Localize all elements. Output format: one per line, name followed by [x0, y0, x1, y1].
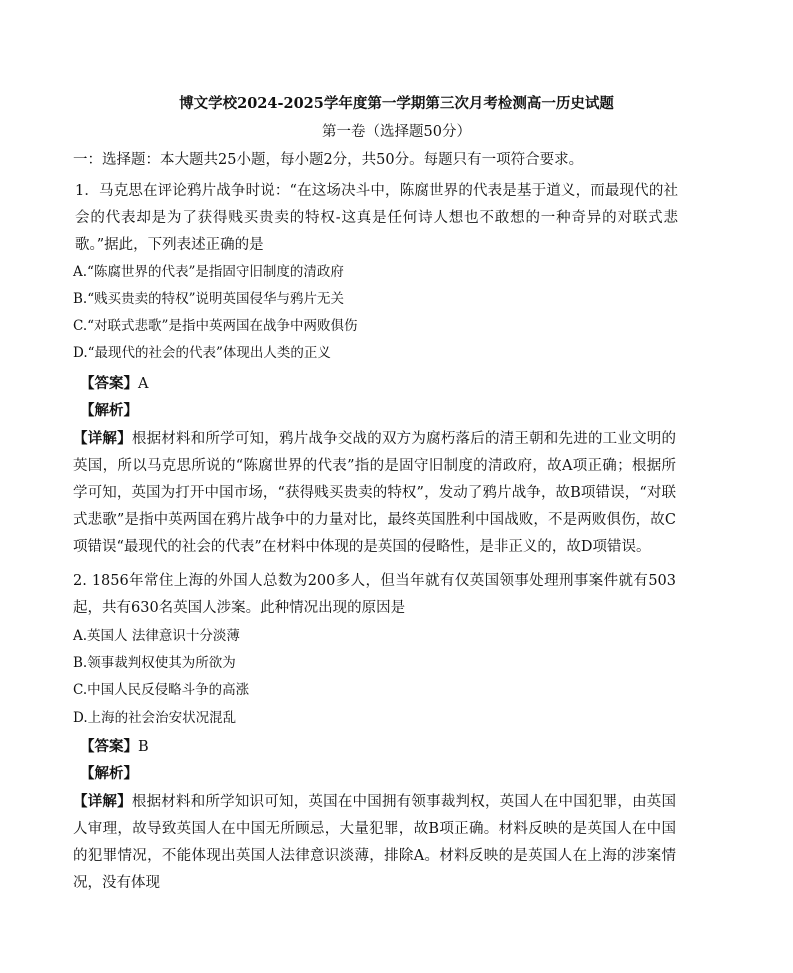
question-2-answer	[80, 737, 149, 757]
question-1-option-a: A.“陈腐世界的代表”是指固守旧制度的清政府	[73, 264, 344, 280]
answer-value: A	[138, 376, 149, 392]
question-2-stem: 2. 1856年常住上海的外国人总数为200多人，但当年就有仅英国领事处理刑事案件就有503起，共有630名英国人涉案。此种情况出现的原因是	[73, 573, 676, 616]
question-1-option-b: B.“贱买贵卖的特权”说明英国侵华与鸦片无关	[73, 291, 345, 307]
instructions: 一：选择题：本大题共25小题，每小题2分，共50分。每题只有一项符合要求。	[73, 152, 584, 168]
answer-label: 【答案】	[80, 375, 138, 392]
detail-text: 根据材料和所学知识可知，英国在中国拥有领事裁判权，英国人在中国犯罪，由英国人审理，故导致英国人在中国无所顾忌，大量犯罪，故B项正确。材料反映的是英国人在中国的犯罪情况，不能体现出英国人法律意识淡薄，排除A。材料反映的是英国人在上海的涉案情况，没有体现	[73, 794, 677, 891]
section-subtitle: 第一卷（选择题50分）	[322, 124, 471, 140]
question-2-option-a: A.英国人 法律意识十分淡薄	[73, 628, 240, 644]
question-2-option-c: C.中国人民反侵略斗争的高涨	[73, 682, 250, 698]
question-1-option-d: D.“最现代的社会的代表”体现出人类的正义	[73, 345, 331, 361]
question-1-answer	[80, 374, 148, 394]
question-2-detail	[73, 788, 676, 897]
question-2-option-b: B.领事裁判权使其为所欲为	[73, 655, 236, 671]
question-1-detail	[73, 425, 676, 561]
answer-label: 【答案】	[80, 738, 138, 755]
question-1-analysis-label	[80, 401, 138, 421]
exam-title: 博文学校2024-2025学年度第一学期第三次月考检测高一历史试题	[179, 95, 614, 112]
analysis-label: 【解析】	[80, 765, 138, 782]
analysis-label: 【解析】	[80, 402, 138, 419]
question-2-analysis-label	[80, 764, 138, 784]
question-2-option-d: D.上海的社会治安状况混乱	[73, 710, 237, 726]
detail-text: 根据材料和所学可知，鸦片战争交战的双方为腐朽落后的清王朝和先进的工业文明的英国，所以马克思所说的“陈腐世界的代表”指的是固守旧制度的清政府，故A项正确；根据所学可知，英国为打开中国市场，“获得贱买贵卖的特权”，发动了鸦片战争，故B项错误，“对联式悲歌”是指中英两国在鸦片战争中的力量对比，最终英国胜利中国战败，不是两败俱伤，故C项错误“最现代的社会的代表”在材料中体现的是英国的侵略性，是非正义的，故D项错误。	[73, 431, 677, 555]
question-1-stem: 1．马克思在评论鸦片战争时说：“在这场决斗中，陈腐世界的代表是基于道义，而最现代的社会的代表却是为了获得贱买贵卖的特权-这真是任何诗人想也不敢想的一种奇异的对联式悲歌。”据此，下列表述正确的是	[75, 183, 678, 253]
detail-label: 【详解】	[73, 430, 132, 447]
answer-value: B	[138, 739, 149, 755]
detail-label: 【详解】	[73, 793, 132, 810]
question-1-option-c: C.“对联式悲歌”是指中英两国在战争中两败俱伤	[73, 318, 358, 334]
